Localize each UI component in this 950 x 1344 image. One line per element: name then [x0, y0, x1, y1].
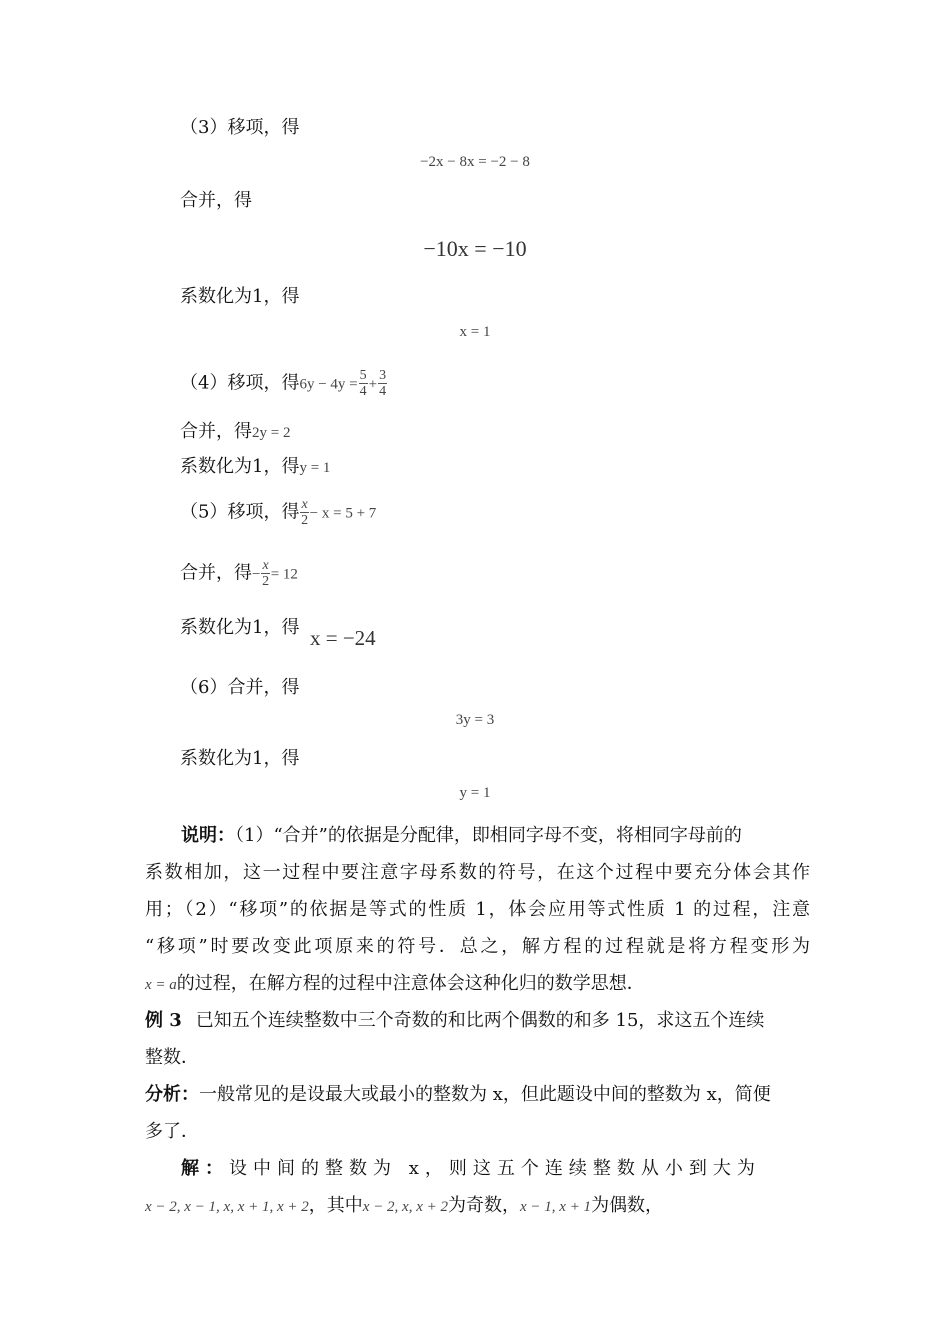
step4-fraction-2 [378, 368, 387, 399]
analysis-line-2: 多了． [145, 1121, 199, 1142]
step5-frac-numerator: x [301, 497, 308, 512]
step4-combine-label: 合并，得 [180, 421, 252, 442]
note-paragraph [145, 817, 810, 1004]
step4-combine-equation: 2y = 2 [252, 425, 291, 441]
step5-coef-line [180, 617, 299, 639]
step5-coef-equation: x = −24 [310, 626, 376, 650]
step5-combine-line [180, 558, 298, 589]
step4-equation-lhs: 6y − 4y = [299, 376, 358, 393]
note-math-x-eq-a: x = a [145, 977, 177, 993]
solution-math-five-integers: x − 2, x − 1, x, x + 1, x + 2 [145, 1199, 309, 1215]
note-line-5-text: 的过程，在解方程的过程中注意体会这种化归的数学思想． [176, 973, 645, 994]
note-line-2: 系数相加，这一过程中要注意字母系数的符号，在这个过程中要充分体会其作 [145, 862, 810, 883]
solution-line-2-text-1: ，其中 [308, 1195, 363, 1216]
step3-label: （3）移项，得 [180, 117, 300, 138]
note-line-1 [145, 817, 810, 854]
step5-coef-label: 系数化为1，得 [180, 617, 300, 638]
solution-line-2-text-3: 为偶数， [591, 1195, 664, 1216]
step6-equation-1: 3y = 3 [455, 712, 495, 728]
note-line-3: 用；（2）“移项”的依据是等式的性质 1，体会应用等式性质 1 的过程，注意 [145, 899, 810, 920]
step3-equation-2: −10x = −10 [423, 236, 527, 261]
solution-line-2-text-2: 为奇数， [448, 1195, 520, 1216]
example3-paragraph [145, 1002, 810, 1076]
solution-heading: 解： [181, 1158, 229, 1179]
step5-label: （5）移项，得 [180, 501, 300, 523]
step5-combine-frac-denominator: 2 [262, 574, 270, 589]
step4-coef-label: 系数化为1，得 [180, 456, 300, 477]
step5-combine-rest: = 12 [270, 566, 298, 583]
note-heading: 说明： [181, 825, 235, 846]
step6-label: （6）合并，得 [180, 677, 300, 698]
step4-fraction-1 [359, 368, 368, 399]
step4-frac2-denominator: 4 [379, 384, 387, 399]
example3-heading: 例 3 [145, 1010, 182, 1031]
solution-paragraph [145, 1150, 810, 1226]
solution-line-2 [145, 1187, 810, 1226]
step4-frac1-denominator: 4 [359, 384, 367, 399]
step5-equation-rest: − x = 5 + 7 [309, 505, 377, 522]
step3-combine-label: 合并，得 [180, 190, 252, 211]
step3-equation-3: x = 1 [459, 324, 491, 340]
example3-line-1 [145, 1002, 810, 1039]
solution-line-1 [145, 1150, 810, 1187]
step4-line [180, 368, 388, 399]
step5-combine-minus: − [252, 566, 261, 583]
solution-math-even: x − 1, x + 1 [520, 1199, 592, 1215]
solution-math-odd: x − 2, x, x + 2 [362, 1199, 448, 1215]
step5-combine-frac-numerator: x [262, 558, 269, 573]
step5-fraction [300, 497, 308, 528]
step4-coef-line [180, 456, 330, 479]
example3-line-1-text: 已知五个连续整数中三个奇数的和比两个偶数的和多 15，求这五个连续 [195, 1010, 765, 1031]
step5-combine-fraction [261, 558, 269, 589]
step4-frac2-numerator: 3 [379, 368, 387, 383]
note-line-5 [145, 965, 810, 1004]
note-line-1-text: （1）“合并”的依据是分配律，即相同字母不变，将相同字母前的 [235, 825, 742, 846]
example3-line-2: 整数． [145, 1047, 199, 1068]
solution-line-1-text: 设中间的整数为 x，则这五个连续整数从小到大为 [229, 1158, 761, 1179]
step4-plus: + [368, 376, 378, 393]
step5-line [180, 497, 376, 528]
step4-label: （4）移项，得 [180, 372, 300, 394]
step4-combine-line [180, 421, 290, 444]
analysis-line-1 [145, 1076, 810, 1113]
step6-equation-2: y = 1 [459, 785, 491, 801]
step3-coef-label: 系数化为1，得 [180, 286, 300, 307]
analysis-heading: 分析： [145, 1084, 199, 1105]
step4-frac1-numerator: 5 [359, 368, 367, 383]
step5-frac-denominator: 2 [301, 513, 309, 528]
step5-combine-label: 合并，得 [180, 562, 252, 584]
step6-coef-label: 系数化为1，得 [180, 748, 300, 769]
analysis-paragraph [145, 1076, 810, 1150]
step4-coef-equation: y = 1 [299, 460, 331, 476]
note-line-4: “移项”时要改变此项原来的符号．总之，解方程的过程就是将方程变形为 [145, 936, 810, 957]
step3-equation-1: −2x − 8x = −2 − 8 [420, 154, 530, 170]
analysis-line-1-text: 一般常见的是设最大或最小的整数为 x，但此题设中间的整数为 x，简便 [199, 1084, 771, 1105]
